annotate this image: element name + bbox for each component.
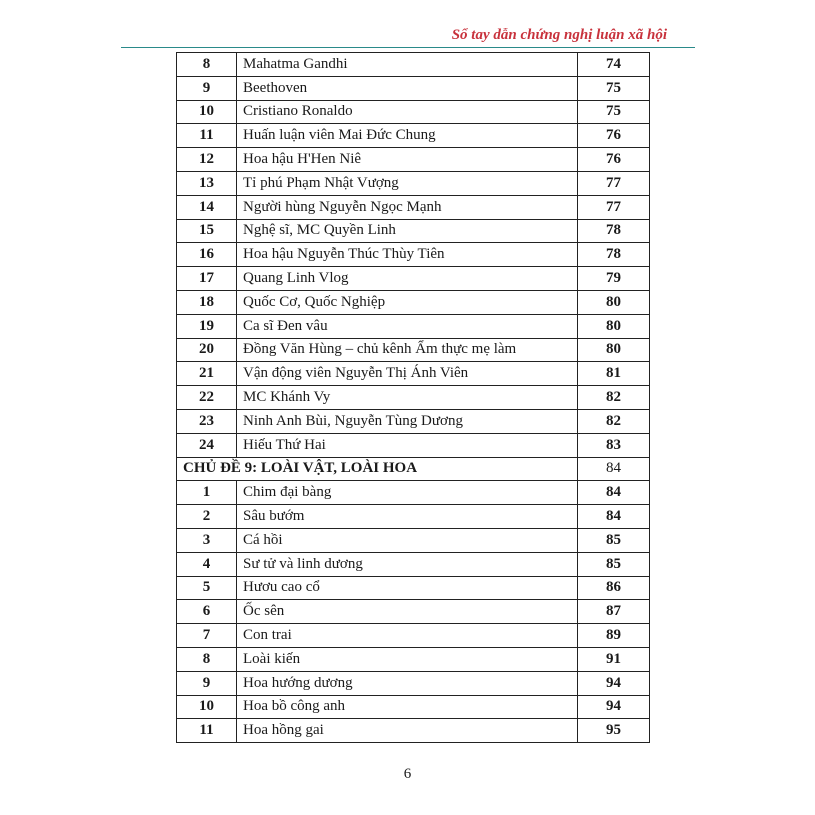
entry-number: 18: [177, 290, 237, 314]
toc-row: [177, 433, 650, 457]
entry-number: 10: [177, 695, 237, 719]
entry-page: 80: [578, 314, 650, 338]
entry-title: Chim đại bàng: [237, 481, 578, 505]
toc-row: [177, 243, 650, 267]
header-divider: [121, 47, 695, 48]
entry-page: 84: [578, 481, 650, 505]
entry-title: Ninh Anh Bùi, Nguyễn Tùng Dương: [237, 409, 578, 433]
entry-number: 15: [177, 219, 237, 243]
entry-number: 6: [177, 600, 237, 624]
entry-page: 76: [578, 148, 650, 172]
entry-title: Hoa hậu Nguyễn Thúc Thùy Tiên: [237, 243, 578, 267]
entry-title: MC Khánh Vy: [237, 386, 578, 410]
entry-page: 94: [578, 695, 650, 719]
toc-row: [177, 338, 650, 362]
entry-number: 9: [177, 76, 237, 100]
entry-page: 91: [578, 647, 650, 671]
entry-title: Beethoven: [237, 76, 578, 100]
toc-row: [177, 124, 650, 148]
entry-title: Quốc Cơ, Quốc Nghiệp: [237, 290, 578, 314]
entry-page: 80: [578, 290, 650, 314]
entry-title: Hoa hậu H'Hen Niê: [237, 148, 578, 172]
entry-number: 7: [177, 624, 237, 648]
toc-row: [177, 719, 650, 743]
toc-row: [177, 290, 650, 314]
entry-number: 5: [177, 576, 237, 600]
entry-title: Ốc sên: [237, 600, 578, 624]
toc-body: [177, 53, 650, 743]
toc-row: [177, 195, 650, 219]
toc-row: [177, 409, 650, 433]
entry-page: 84: [578, 505, 650, 529]
entry-number: 14: [177, 195, 237, 219]
entry-number: 9: [177, 671, 237, 695]
entry-number: 17: [177, 267, 237, 291]
entry-number: 11: [177, 719, 237, 743]
entry-title: Hoa hồng gai: [237, 719, 578, 743]
entry-number: 19: [177, 314, 237, 338]
table-of-contents: [176, 52, 650, 743]
entry-page: 76: [578, 124, 650, 148]
page-number: 6: [403, 766, 412, 782]
entry-title: Cá hồi: [237, 528, 578, 552]
entry-number: 13: [177, 171, 237, 195]
entry-page: 78: [578, 219, 650, 243]
entry-page: 77: [578, 171, 650, 195]
toc-row: [177, 671, 650, 695]
entry-page: 77: [578, 195, 650, 219]
toc-row: [177, 53, 650, 77]
entry-number: 20: [177, 338, 237, 362]
toc-row: [177, 171, 650, 195]
entry-page: 83: [578, 433, 650, 457]
toc-row: [177, 148, 650, 172]
toc-row: [177, 695, 650, 719]
entry-title: Sâu bướm: [237, 505, 578, 529]
entry-number: 16: [177, 243, 237, 267]
entry-title: Tỉ phú Phạm Nhật Vượng: [237, 171, 578, 195]
entry-page: 75: [578, 76, 650, 100]
entry-page: 85: [578, 552, 650, 576]
entry-title: Hiếu Thứ Hai: [237, 433, 578, 457]
entry-page: 78: [578, 243, 650, 267]
entry-number: 10: [177, 100, 237, 124]
entry-title: Quang Linh Vlog: [237, 267, 578, 291]
section-title: CHỦ ĐỀ 9: LOÀI VẬT, LOÀI HOA: [177, 457, 578, 481]
toc-row: [177, 100, 650, 124]
toc-row: [177, 600, 650, 624]
entry-number: 21: [177, 362, 237, 386]
toc-row: [177, 362, 650, 386]
entry-title: Vận động viên Nguyễn Thị Ánh Viên: [237, 362, 578, 386]
entry-title: Người hùng Nguyễn Ngọc Mạnh: [237, 195, 578, 219]
entry-page: 94: [578, 671, 650, 695]
entry-number: 3: [177, 528, 237, 552]
entry-page: 80: [578, 338, 650, 362]
entry-page: 82: [578, 409, 650, 433]
entry-title: Cristiano Ronaldo: [237, 100, 578, 124]
entry-title: Huấn luận viên Mai Đức Chung: [237, 124, 578, 148]
entry-number: 1: [177, 481, 237, 505]
entry-number: 2: [177, 505, 237, 529]
entry-title: Sư tử và linh dương: [237, 552, 578, 576]
running-header-title: Sổ tay dẫn chứng nghị luận xã hội: [451, 27, 667, 43]
entry-page: 82: [578, 386, 650, 410]
entry-number: 23: [177, 409, 237, 433]
toc-row: [177, 267, 650, 291]
entry-title: Hoa bồ công anh: [237, 695, 578, 719]
entry-title: Loài kiến: [237, 647, 578, 671]
entry-page: 75: [578, 100, 650, 124]
entry-number: 12: [177, 148, 237, 172]
toc-row: [177, 576, 650, 600]
entry-title: Đồng Văn Hùng – chủ kênh Ẩm thực mẹ làm: [237, 338, 578, 362]
entry-page: 86: [578, 576, 650, 600]
toc-row: [177, 647, 650, 671]
toc-row: [177, 505, 650, 529]
toc-row: [177, 624, 650, 648]
toc-row: [177, 552, 650, 576]
toc-row: [177, 528, 650, 552]
entry-number: 24: [177, 433, 237, 457]
toc-row: [177, 481, 650, 505]
entry-page: 87: [578, 600, 650, 624]
toc-row: [177, 76, 650, 100]
entry-number: 8: [177, 647, 237, 671]
toc-row: [177, 219, 650, 243]
entry-page: 74: [578, 53, 650, 77]
entry-title: Mahatma Gandhi: [237, 53, 578, 77]
entry-number: 4: [177, 552, 237, 576]
toc-row: [177, 386, 650, 410]
entry-title: Ca sĩ Đen vâu: [237, 314, 578, 338]
entry-title: Nghệ sĩ, MC Quyền Linh: [237, 219, 578, 243]
entry-page: 89: [578, 624, 650, 648]
entry-page: 81: [578, 362, 650, 386]
entry-number: 8: [177, 53, 237, 77]
toc-row: [177, 314, 650, 338]
entry-number: 11: [177, 124, 237, 148]
section-heading-row: [177, 457, 650, 481]
entry-title: Con trai: [237, 624, 578, 648]
entry-title: Hoa hướng dương: [237, 671, 578, 695]
entry-page: 95: [578, 719, 650, 743]
entry-title: Hươu cao cổ: [237, 576, 578, 600]
entry-number: 22: [177, 386, 237, 410]
entry-page: 79: [578, 267, 650, 291]
entry-page: 85: [578, 528, 650, 552]
section-page: 84: [578, 457, 650, 481]
